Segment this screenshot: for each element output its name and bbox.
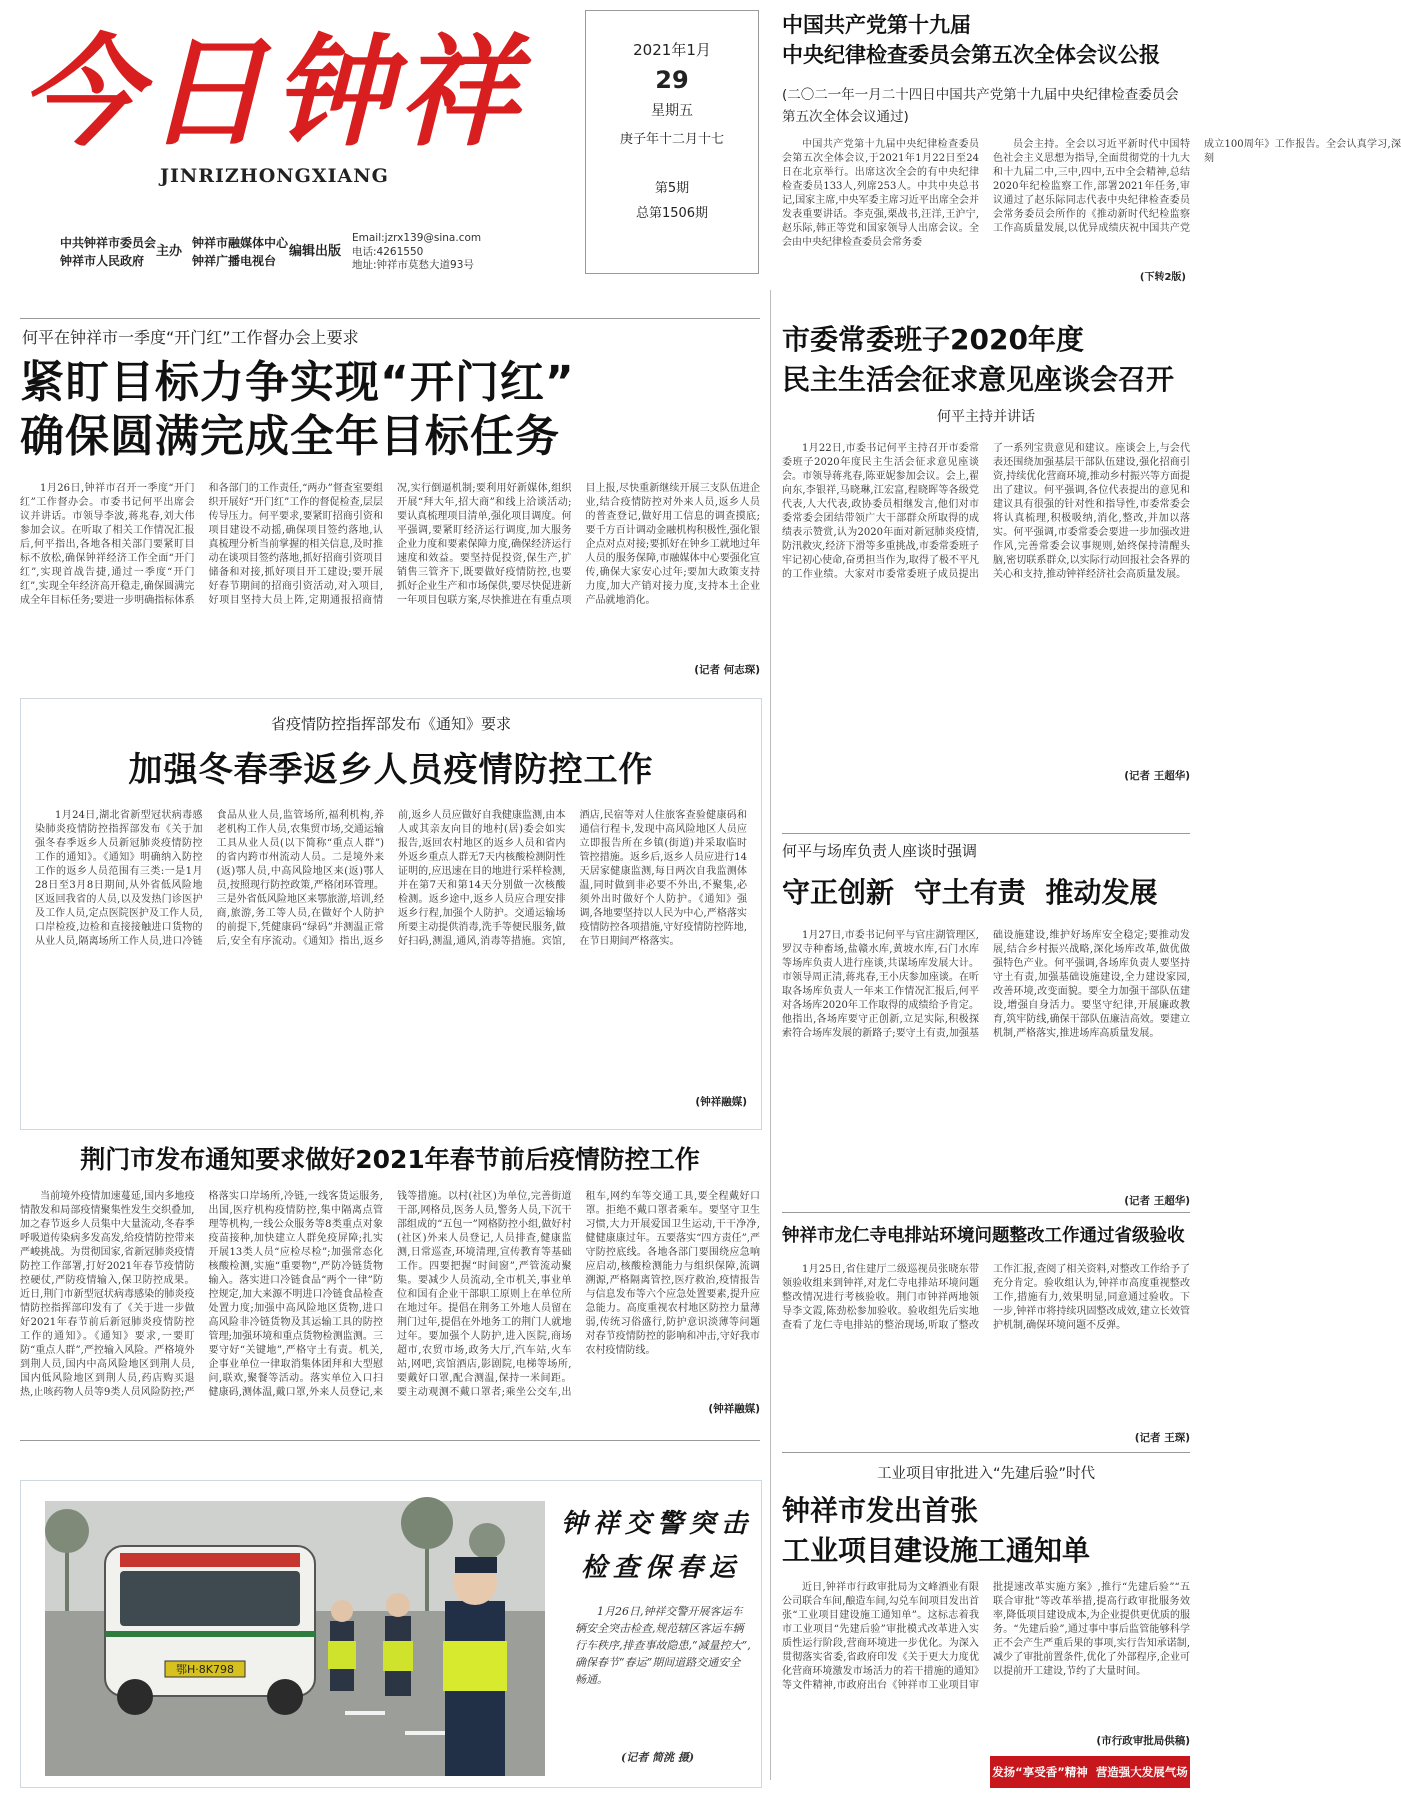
communique-body-right: 员会主持。全会以习近平新时代中国特色社会主义思想为指导,全面贯彻党的十九大和十九届二中,三中,四中,五中全会精神,总结2020年纪检监察工作,部署2021年任务,审议通过了赵乐际同志代表中央纪律检查委员会常务委员会所作的《推动新时代纪检监察工作高质量发展,以优异成绩庆祝中国共产党成立100周年》工作报告。全会认真学习,深刻 <box>993 139 1401 234</box>
minzhu-story <box>782 320 1190 785</box>
photo-headline-2: 检查保春运 <box>581 1553 742 1583</box>
epidemic-body: 1月24日,湖北省新型冠状病毒感染肺炎疫情防控指挥部发布《关于加强冬春季返乡人员新冠肺炎疫情防控工作的通知》。《通知》明确纳入防控工作的返乡人员范围有三类:一是1月28日至3月8日期间,从外省低风险地区返回我省的人员,以及发热门诊医护及工作人员,定点医院医护及工作人员,口岸检疫,边检和直接接触进口货物的从业人员,隔离场所工作人员,进口冷链食品从业人员,监管场所,福利机构,养老机构工作人员,农集贸市场,交通运输工具从业人员(以下简称“重点人群”)的省内跨市州流动人员。二是境外来(返)鄂人员,中高风险地区来(返)鄂人员,按照现行防控政策,严格闭环管理。三是外省低风险地区来鄂旅游,培训,经商,旅游,务工等人员,在做好个人防护的前提下,凭健康码“绿码”并测温正常后,安全有序流动。《通知》指出,返乡前,返乡人员应做好自我健康监测,由本人或其亲友向目的地村(居)委会如实报告,返回农村地区的返乡人员和省内外返乡重点人群无7天内核酸检测阴性证明的,应迅速在目的地进行采样检测,并在第7天和第14天分别做一次核酸检测。返乡途中,返乡人员应合理安排返乡行程,加强个人防护。交通运输场所要主动提供消毒,洗手等便民服务,做好扫码,测温,通风,消毒等措施。宾馆,酒店,民宿等对人住旅客查验健康码和通信行程卡,发现中高风险地区人员应立即报告所在乡镇(街道)并采取临时管控措施。返乡后,返乡人员应进行14天居家健康监测,每日两次自我监测体温,同时做到非必要不外出,不聚集,必须外出时做好个人防护。《通知》强调,各地要坚持以人民为中心,严格落实疫情防控各项措施,守好疫情防控阵地,在节日期间严格落实。 <box>35 810 747 947</box>
permit-headline-1: 钟祥市发出首张 <box>782 1494 979 1527</box>
publisher-line-1: 钟祥市融媒体中心 <box>192 236 289 250</box>
epidemic-reporter: (钟祥融媒) <box>691 1094 747 1109</box>
bottom-divider <box>20 1440 760 1441</box>
shouzheng-reporter: (记者 王超华) <box>1120 1193 1190 1208</box>
bus-graphic <box>105 1546 315 1715</box>
lead-story <box>20 325 760 695</box>
shouzheng-body: 1月27日,市委书记何平与官庄湖管理区,罗汉寺种畜场,盐赣水库,黄坡水库,石门水库等场库负责人进行座谈,共谋场库发展大计。市领导周正清,蒋兆春,王小庆参加座谈。在听取各场库负责人一年来工作情况汇报后,何平对各场库2020年工作取得的成绩给予肯定。他指出,各场库要守正创新,立足实际,积极探索符合场库发展的新路子;要守土有责,加强基础设施建设,维护好场库安全稳定;要推动发展,结合乡村振兴战略,深化场库改革,做优做强特色产业。何平强调,各场库负责人要坚持守土有责,加强基础设施建设,全力建设家园,改善环境,改变面貌。要全力加强干部队伍建设,增强自身活力。要坚守纪律,开展廉政教育,筑牢防线,确保干部队伍廉洁高效。要建立机制,严格落实,推进场库高质量发展。 <box>782 930 1190 1039</box>
date-year-month: 2021年1月 <box>633 41 711 59</box>
jingmen-body: 当前境外疫情加速蔓延,国内多地疫情散发和局部疫情聚集性发生交织叠加,加之春节返乡人员集中大量流动,冬春季呼吸道传染病多发高发,给疫情防控带来严峻挑战。为贯彻国家,省新冠肺炎疫情防控工作部署,打好2021年春节疫情防控硬仗,严防疫情输入,保卫防控成果。近日,荆门市新型冠状病毒感染的肺炎疫情防控指挥部印发有了《关于进一步做好2021年春节前后新冠肺炎疫情防控工作的通知》。《通知》要求,一要盯防“重点人群”,严控输入风险。严格境外到荆人员,国内中高风险地区到荆人员,国内低风险地区到荆人员,药店购买退热,止咳药物人员等9类人员风险防控;严格落实口岸场所,冷链,一线客货运服务,出国,医疗机构疫情防控,集中隔离点管理等机构,一线公众服务等8类重点对象疫苗接种,加快建立人群免疫屏障;扎实开展13类人员“应检尽检”;加强常态化核酸检测,实施“重要物”,严防冷链货物输入。落实进口冷链食品“两个一律”防控规定,加大来源不明进口冷链食品检查处置力度;加强中高风险地区货物,进口高风险非冷链货物及其运输工具的防控管理;加强环境和重点货物检测监测。三要守好“关键地”,严格守土有责。机关,企事业单位一律取消集体团拜和大型慰问,联欢,聚餐等活动。落实单位入口扫健康码,测体温,戴口罩,外来人员登记,来钱等措施。以村(社区)为单位,完善街道干部,网格员,医务人员,警务人员,下沉干部组成的“五包一”网格防控小组,做好村(社区)外来人员登记,人员排查,健康监测,日常巡查,环境清理,宣传教育等基础工作。四要把握“时间窗”,严管流动聚集。要减少人员流动,全市机关,事业单位和国有企业干部职工原则上在单位所在地过年。提倡在荆务工外地人员留在荆门过年,提倡在外地务工的荆门人就地过年。要加强个人防护,进入医院,商场超市,农贸市场,政务大厅,汽车站,火车站,网吧,宾馆酒店,影剧院,电梯等场所,要戴好口罩,配合测温,保持一米间距。要主动观测不戴口罩者;乘坐公交车,出租车,网约车等交通工具,要全程戴好口罩。拒绝不戴口罩者乘车。要坚守卫生习惯,大力开展爱国卫生运动,干干净净,健健康康过年。五要落实“四方责任”,严守防控底线。各地各部门要围绕应急响应启动,核酸检测能力与组织保障,流调溯源,严格隔离管控,医疗救治,疫情报告与信息发布等六个应急处置要素,提升应急能力。高度重视农村地区防控力量薄弱,传统习俗盛行,防护意识淡薄等问题对春节疫情防控的影响和冲击,守好我市农村疫情防线。 <box>20 1191 760 1398</box>
longren-story <box>782 1222 1190 1447</box>
publisher-line-2: 钟祥广播电视台 <box>192 254 277 268</box>
traffic-police-photo <box>45 1501 545 1776</box>
lead-headline-1: 紧盯目标力争实现“开门红” <box>20 357 575 408</box>
jingmen-headline: 荆门市发布通知要求做好2021年春节前后疫情防控工作 <box>80 1145 700 1174</box>
slogan-banner <box>990 1756 1190 1788</box>
photo-headline-1: 钟祥交警突击 <box>561 1509 754 1539</box>
jingmen-reporter: (钟祥融媒) <box>704 1401 760 1416</box>
right-divider-1 <box>770 290 771 1780</box>
minzhu-reporter: (记者 王超华) <box>1120 768 1190 783</box>
communique-subtitle: (二〇二一年一月二十四日中国共产党第十九届中央纪律检查委员会第五次全体会议通过) <box>782 87 1179 125</box>
photo-scene-graphic <box>45 1501 545 1776</box>
jingmen-story <box>20 1128 760 1438</box>
minzhu-headline-2: 民主生活会征求意见座谈会召开 <box>782 363 1175 396</box>
date-weekday: 星期五 <box>651 103 693 119</box>
date-day: 29 <box>655 66 689 94</box>
photo-credit: (记者 简洮 摄) <box>621 1751 695 1764</box>
publisher-label: 编辑出版 <box>289 244 342 259</box>
permit-kicker: 工业项目审批进入“先建后验”时代 <box>876 1466 1096 1482</box>
top-divider <box>20 318 760 319</box>
longren-body: 1月25日,省住建厅二级巡视员张晓东带领验收组来到钟祥,对龙仁寺电排站环境问题整改情况进行考核验收。荆门市钟祥两地领导李文霞,陈劲松参加验收。验收组先后实地查看了龙仁寺电排站的整治现场,听取了整改工作汇报,查阅了相关资料,对整改工作给予了充分肯定。验收组认为,钟祥市高度重视整改工作,措施有力,效果明显,同意通过验收。下一步,钟祥市将持续巩固整改成效,建立长效管护机制,确保环境问题不反弹。 <box>782 1264 1190 1331</box>
sponsor-line-1: 中共钟祥市委员会 <box>60 236 157 250</box>
communique-title-2: 中央纪律检查委员会第五次全体会议公报 <box>782 43 1160 67</box>
communique-continued: (下转2版) <box>1136 268 1186 283</box>
slogan-text-2: 营造强大发展气场 <box>1095 1765 1188 1779</box>
lead-body: 1月26日,钟祥市召开一季度“开门红”工作督办会。市委书记何平出席会议并讲话。市领导李波,蒋兆春,刘大伟参加会议。在听取了相关工作情况汇报后,何平指出,各地各相关部门要紧盯目标不放松,确保钟祥经济工作全面“开门红”,实现首战告捷,通过一季度“开门红”,实现全年经济高开稳走,确保圆满完成全年目标任务;要进一步明确指标体系和各部门的工作责任,“两办”督查室要组织开展好“开门红”工作的督促检查,层层传导压力。何平要求,要紧盯招商引资和项目建设不动摇,确保项目签约落地,认真梳理分析当前掌握的相关信息,及时推动在谈项目签约落地,抓好招商引资项目储备和对接,抓好项目开工建设;要开展好春节期间的招商引资活动,对入项目,好项目坚持大员上阵,定期通报招商情况,实行倒逼机制;要利用好新媒体,组织开展“拜大年,招大商”和线上洽谈活动;要认真梳理项目清单,强化项目调度。何平强调,要紧盯经济运行调度,加大服务企业力度和要素保障力度,确保经济运行速度和效益。要坚持促投资,保生产,扩销售三管齐下,既要做好疫情防控,也要抓好企业生产和市场保供,要尽快促进新一年项目包联方案,尽快推进在有重点项目上报,尽快重新继续开展三支队伍进企业,结合疫情防控对外来人员,返乡人员的普查登记,做好用工信息的调查摸底;要千方百计调动金融机构积极性,强化银企点对点对接;要抓好在钟乡工就地过年人员的服务保障,市融媒体中心要强化宣传,确保大家安心过年;要加大政策支持力度,加大产销对接力度,支持本土企业产品就地消化。 <box>20 483 760 606</box>
epidemic-story <box>20 698 762 1130</box>
bus-plate-text: 鄂H·8K798 <box>176 1663 234 1676</box>
shouzheng-kicker: 何平与场库负责人座谈时强调 <box>782 842 978 860</box>
contact-address: 地址:钟祥市莫愁大道93号 <box>352 259 474 271</box>
minzhu-body: 1月22日,市委书记何平主持召开市委常委班子2020年度民主生活会征求意见座谈会。市领导蒋兆春,陈亚妮参加会议。会上,翟向东,李银祥,马晓琳,江宏富,程晓晖等各级党代表,人大代表,政协委员相继发言,他们对市委常委会团结带领广大干部群众所取得的成绩表示赞赏,认为2020年面对新冠肺炎疫情,防汛救灾,经济下滑等多重挑战,市委常委班子牢记初心使命,奋勇担当作为,取得了极不平凡的工作业绩。大家对市委常委班子成员提出了一系列宝贵意见和建议。座谈会上,与会代表还围绕加强基层干部队伍建设,强化招商引资,持续优化营商环境,推动乡村振兴等方面提出了建议。何平强调,各位代表提出的意见和建议具有很强的针对性和指导性,市委常委会将认真梳理,积极吸纳,消化,整改,并加以落实。何平强调,市委常委会要进一步加强改进作风,完善常委会议事规则,始终保持清醒头脑,密切联系群众,以实际行动回报社会各界的关心和支持,推动钟祥经济社会高质量发展。 <box>782 443 1190 580</box>
permit-body: 近日,钟祥市行政审批局为文峰酒业有限公司联合车间,酿造车间,勾兑车间项目发出首张“工业项目建设施工通知单”。这标志着我市工业项目“先建后验”审批模式改革进入实质性运行阶段,营商环境进一步优化。为深入贯彻落实省委,省政府印发《关于更大力度优化营商环境激发市场活力的若干措施的通知》等文件精神,市政府出台《钟祥市工业项目审批提速改革实施方案》,推行“先建后验”“五联合审批”等改革举措,提高行政审批服务效率,降低项目建设成本,为企业提供更优质的服务。“先建后验”,通过事中事后监管能够科学正不会产生严重后果的事项,实行告知承诺制,减少了审批前置条件,优化了外部程序,企业可以提前开工建设,节约了大量时间。 <box>782 1582 1190 1691</box>
date-lunar: 庚子年十二月十七 <box>619 132 724 147</box>
longren-headline: 钟祥市龙仁寺电排站环境问题整改工作通过省级验收 <box>782 1226 1185 1246</box>
contact-email: Email:jzrx139@sina.com <box>352 232 482 244</box>
right-hr-1 <box>782 833 1190 834</box>
minzhu-headline-1: 市委常委班子2020年度 <box>782 323 1084 356</box>
sponsor-label: 主办 <box>156 244 183 259</box>
shouzheng-headline: 守正创新 守土有责 推动发展 <box>782 876 1158 909</box>
sponsor-block <box>60 234 580 274</box>
contact-phone: 电话:4261550 <box>352 245 424 258</box>
issue-number: 第5期 <box>654 181 690 196</box>
lead-headline-2: 确保圆满完成全年目标任务 <box>20 411 560 462</box>
communique-body-left: 中国共产党第十九届中央纪律检查委员会第五次全体会议,于2021年1月22日至24日在北京举行。出席这次全会的有中央纪律检查委员133人,列席253人。中共中央总书记,国家主席,中央军委主席习近平出席全会并发表重要讲话。李克强,栗战书,汪洋,王沪宁,赵乐际,韩正等党和国家领导人出席会议。全会由中央纪律检查委员会常务委 <box>782 139 979 248</box>
lead-reporter: (记者 何志琛) <box>690 662 760 677</box>
permit-story <box>782 1462 1190 1752</box>
issue-total: 总第1506期 <box>635 206 709 221</box>
shouzheng-story <box>782 840 1190 1210</box>
communique-story <box>782 10 1401 285</box>
epidemic-kicker: 省疫情防控指挥部发布《通知》要求 <box>270 715 511 733</box>
photo-caption: 1月26日,钟祥交警开展客运车辆安全突击检查,规范辖区客运车辆行车秩序,排查事故隐患,“减量控大”,确保春节“春运”期间道路交通安全畅通。 <box>575 1605 751 1686</box>
right-hr-3 <box>782 1452 1190 1453</box>
communique-title-1: 中国共产党第十九届 <box>782 13 971 37</box>
longren-reporter: (记者 王琛) <box>1131 1430 1190 1445</box>
sponsor-line-2: 钟祥市人民政府 <box>60 254 145 268</box>
permit-headline-2: 工业项目建设施工通知单 <box>782 1534 1091 1567</box>
newspaper-pinyin: JINRIZHONGXIANG <box>160 165 389 187</box>
lead-kicker: 何平在钟祥市一季度“开门红”工作督办会上要求 <box>22 328 359 347</box>
permit-reporter: (市行政审批局供稿) <box>1092 1733 1190 1748</box>
dateline-box <box>585 10 759 274</box>
photo-story <box>20 1480 762 1788</box>
right-hr-2 <box>782 1212 1190 1213</box>
minzhu-byline: 何平主持并讲话 <box>937 409 1035 425</box>
newspaper-logo: 今日钟祥 <box>20 22 524 163</box>
slogan-text-1: 发扬“享受香”精神 <box>992 1765 1088 1779</box>
epidemic-headline: 加强冬春季返乡人员疫情防控工作 <box>128 750 654 790</box>
